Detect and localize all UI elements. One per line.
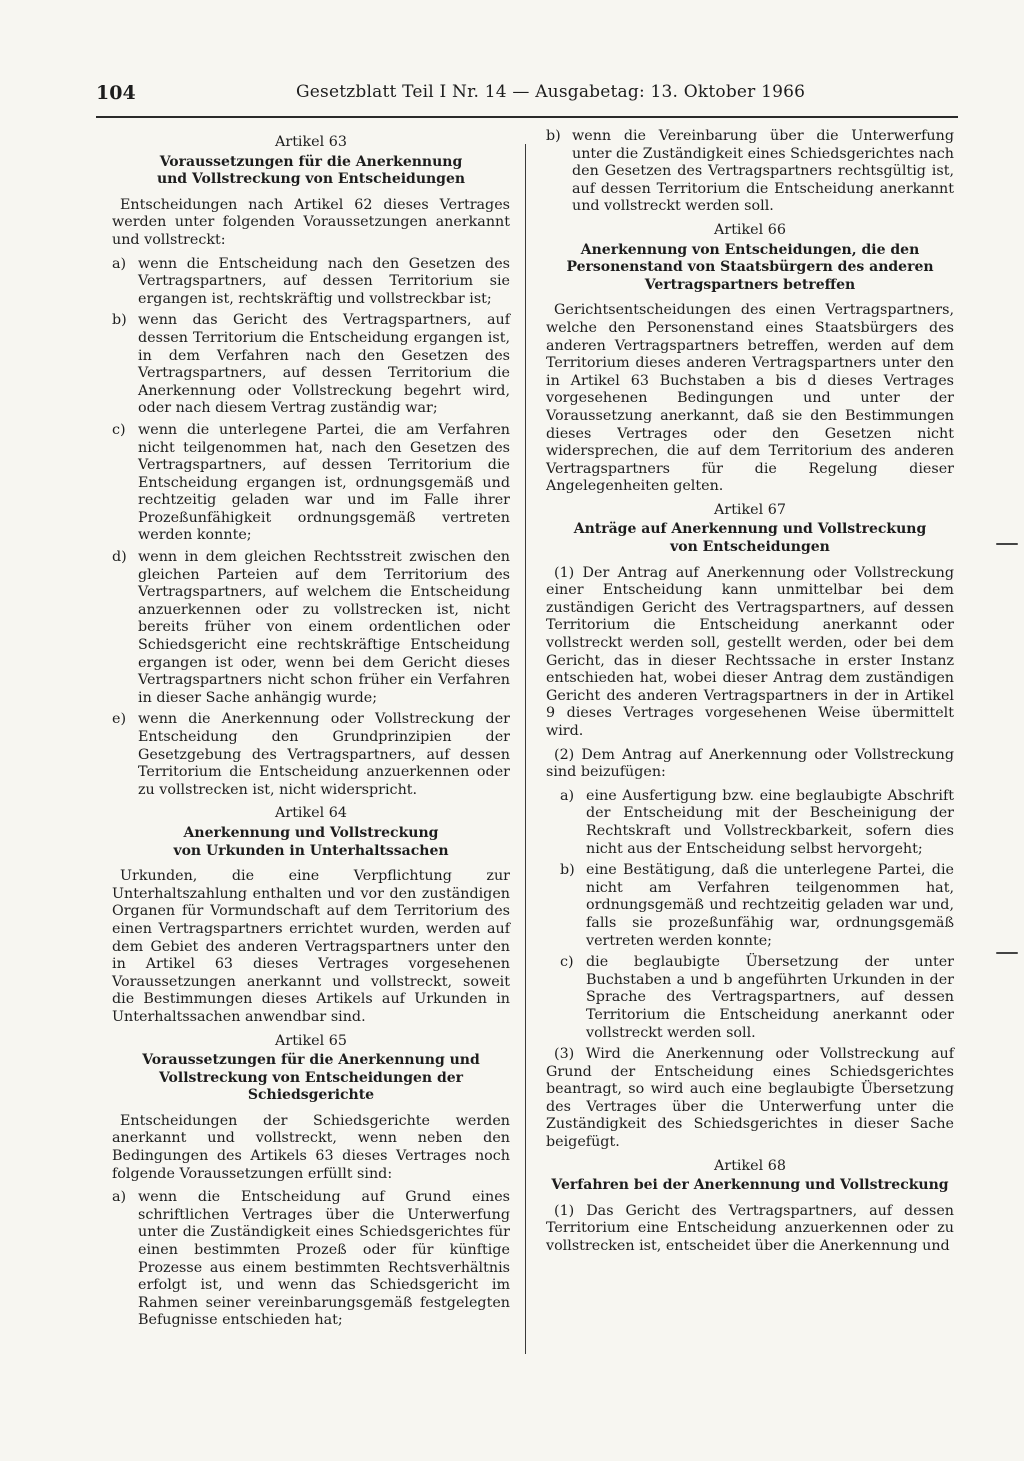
article-66-heading: Anerkennung von Entscheidungen, die den Personenstand von Staatsbürgern des anderen Vertragspartners betreffen <box>566 241 934 293</box>
list-item: b) wenn das Gericht des Vertragspartners, auf dessen Territorium die Entscheidung ergangen ist, in dem Verfahren nach den Gesetzen des Vertragspartners, auf dessen Territorium die Anerkennung oder Vollstreckung begehrt wird, oder nach diesem Vertrag zuständig war; <box>112 312 510 417</box>
article-67-para-3: (3) Wird die Anerkennung oder Vollstreckung auf Grund der Entscheidung eines Schiedsgerichtes beantragt, so wird auch eine beglaubigte Übersetzung des Vertrages über die Unterwerfung unter die Zuständigkeit des Schiedsgerichtes in dieser Sache beigefügt. <box>546 1046 954 1151</box>
list-item: e) wenn die Anerkennung oder Vollstreckung der Entscheidung den Grundprinzipien der Gesetzgebung des Vertragspartners, auf dessen Territorium die Entscheidung anzuerkennen oder zu vollstrecken ist, nicht widerspricht. <box>112 711 510 798</box>
right-column <box>546 128 954 1262</box>
scan-mark <box>996 952 1018 954</box>
article-67-para-2: (2) Dem Antrag auf Anerkennung oder Vollstreckung sind beizufügen: <box>546 746 954 781</box>
list-item: a) wenn die Entscheidung auf Grund eines schriftlichen Vertrages über die Unterwerfung unter die Zuständigkeit eines Schiedsgerichtes für einen bestimmten Prozeß oder für künftige Prozesse aus einem bestimmten Rechtsverhältnis erfolgt ist, und wenn das Schiedsgericht im Rahmen seiner vereinbarungsgemäß festgelegten Befugnisse entschieden hat; <box>112 1189 510 1329</box>
article-66-text: Gerichtsentscheidungen des einen Vertragspartners, welche den Personenstand eines Staatsbürgers des anderen Vertragspartners betreffen, werden auf dem Territorium dieses anderen Vertragspartners unter den in Artikel 63 Buchstaben a bis d dieses Vertrages vorgesehenen Bedingungen und unter der Voraussetzung anerkannt, daß sie den Bestimmungen dieses Vertrages oder den Gesetzen nicht widersprechen, die auf dem Territorium des anderen Vertragspartners für die Regelung dieser Angelegenheiten gelten. <box>546 302 954 495</box>
article-64-text: Urkunden, die eine Verpflichtung zur Unterhaltszahlung enthalten und vor den zuständigen Organen für Vormundschaft auf dem Territorium des einen Vertragspartners errichtet wurden, werden auf dem Gebiet des anderen Vertragspartners unter den in Artikel 63 dieses Vertrages vorgesehenen Voraussetzungen anerkannt und vollstreckt, soweit die Bestimmungen dieses Artikels auf Urkunden in Unterhaltssachen anwendbar sind. <box>112 868 510 1025</box>
list-item: b) wenn die Vereinbarung über die Unterwerfung unter die Zuständigkeit eines Schiedsgerichtes nach den Gesetzen des Vertragspartners rechtsgültig ist, auf dessen Territorium die Entscheidung anerkannt und vollstreckt werden soll. <box>546 128 954 215</box>
article-65-intro: Entscheidungen der Schiedsgerichte werden anerkannt und vollstreckt, wenn neben den Bedingungen des Artikels 63 dieses Vertrages noch folgende Voraussetzungen erfüllt sind: <box>112 1112 510 1182</box>
list-item: a) wenn die Entscheidung nach den Gesetzen des Vertragspartners, auf dessen Territorium sie ergangen ist, rechtskräftig und vollstreckbar ist; <box>112 255 510 307</box>
list-item: b) eine Bestätigung, daß die unterlegene Partei, die nicht am Verfahren teilgenommen hat, ordnungsgemäß und rechtzeitig geladen war und, falls sie prozeßunfähig war, ordnungsgemäß vertreten werden konnte; <box>560 862 954 949</box>
article-64-label: Artikel 64 <box>275 805 347 822</box>
list-item: d) wenn in dem gleichen Rechtsstreit zwischen den gleichen Parteien auf dem Territorium des Vertragspartners, auf welchem die Entscheidung anzuerkennen oder zu vollstrecken ist, nicht bereits früher von einem ordentlichen oder Schiedsgericht eine rechtskräftige Entscheidung ergangen ist oder, wenn bei dem Gericht dieses Vertragspartners nicht schon früher ein Verfahren in dieser Sache anhängig wurde; <box>112 549 510 706</box>
article-63-label: Artikel 63 <box>275 134 347 150</box>
gazette-title: Gesetzblatt Teil I Nr. 14 — Ausgabetag: 13. Oktober 1966 <box>296 82 806 102</box>
article-65-heading: Voraussetzungen für die Anerkennung und Vollstreckung von Entscheidungen der Schiedsgerichte <box>142 1052 480 1104</box>
article-67-label: Artikel 67 <box>714 501 786 518</box>
list-item: c) wenn die unterlegene Partei, die am Verfahren nicht teilgenommen hat, nach den Gesetzen des Vertragspartners, auf dessen Territorium die Entscheidung ergangen ist, ordnungsgemäß und rechtzeitig geladen war und im Falle ihrer Prozeßunfähigkeit ordnungsgemäß vertreten werden konnte; <box>112 421 510 544</box>
article-64-heading: Anerkennung und Vollstreckung von Urkunden in Unterhaltssachen <box>173 824 449 859</box>
article-68-para-1: (1) Das Gericht des Vertragspartners, auf dessen Territorium eine Entscheidung anzuerkennen oder zu vollstrecken ist, entscheidet über die Anerkennung und <box>546 1202 954 1255</box>
article-66-label: Artikel 66 <box>714 221 786 238</box>
article-65-label: Artikel 65 <box>275 1032 347 1049</box>
page-header <box>96 80 958 106</box>
article-67-para-1: (1) Der Antrag auf Anerkennung oder Vollstreckung einer Entscheidung kann unmittelbar bei dem zuständigen Gericht des Vertragspartners, auf dessen Territorium die Entscheidung anerkannt oder vollstreckt werden soll, gestellt werden, oder bei dem Gericht, das in dieser Rechtssache in erster Instanz entschieden hat, wobei dieser Antrag dem zuständigen Gericht des anderen Vertragspartners in der in Artikel 9 dieses Vertrages vorgesehenen Weise übermittelt wird. <box>546 564 954 739</box>
page-number: 104 <box>96 82 136 104</box>
list-item: a) eine Ausfertigung bzw. eine beglaubigte Abschrift der Entscheidung mit der Bescheinigung der Rechtskraft und Vollstreckbarkeit, sofern dies nicht aus der Entscheidung selbst hervorgeht; <box>560 787 954 857</box>
article-68-label: Artikel 68 <box>714 1157 786 1174</box>
list-item: c) die beglaubigte Übersetzung der unter Buchstaben a und b angeführten Urkunden in der Sprache des Vertragspartners, auf dessen Territorium die Entscheidung anerkannt oder vollstreckt werden soll. <box>560 954 954 1041</box>
left-column <box>112 128 510 1334</box>
article-63-heading: Voraussetzungen für die Anerkennung und Vollstreckung von Entscheidungen <box>156 153 466 188</box>
header-rule <box>96 116 958 118</box>
article-68-heading: Verfahren bei der Anerkennung und Vollstreckung <box>551 1177 949 1194</box>
article-63-intro: Entscheidungen nach Artikel 62 dieses Vertrages werden unter folgenden Voraussetzungen anerkannt und vollstreckt: <box>112 196 510 248</box>
scan-mark <box>996 543 1018 545</box>
column-divider <box>525 144 526 1354</box>
article-67-heading: Anträge auf Anerkennung und Vollstreckung von Entscheidungen <box>573 521 927 556</box>
